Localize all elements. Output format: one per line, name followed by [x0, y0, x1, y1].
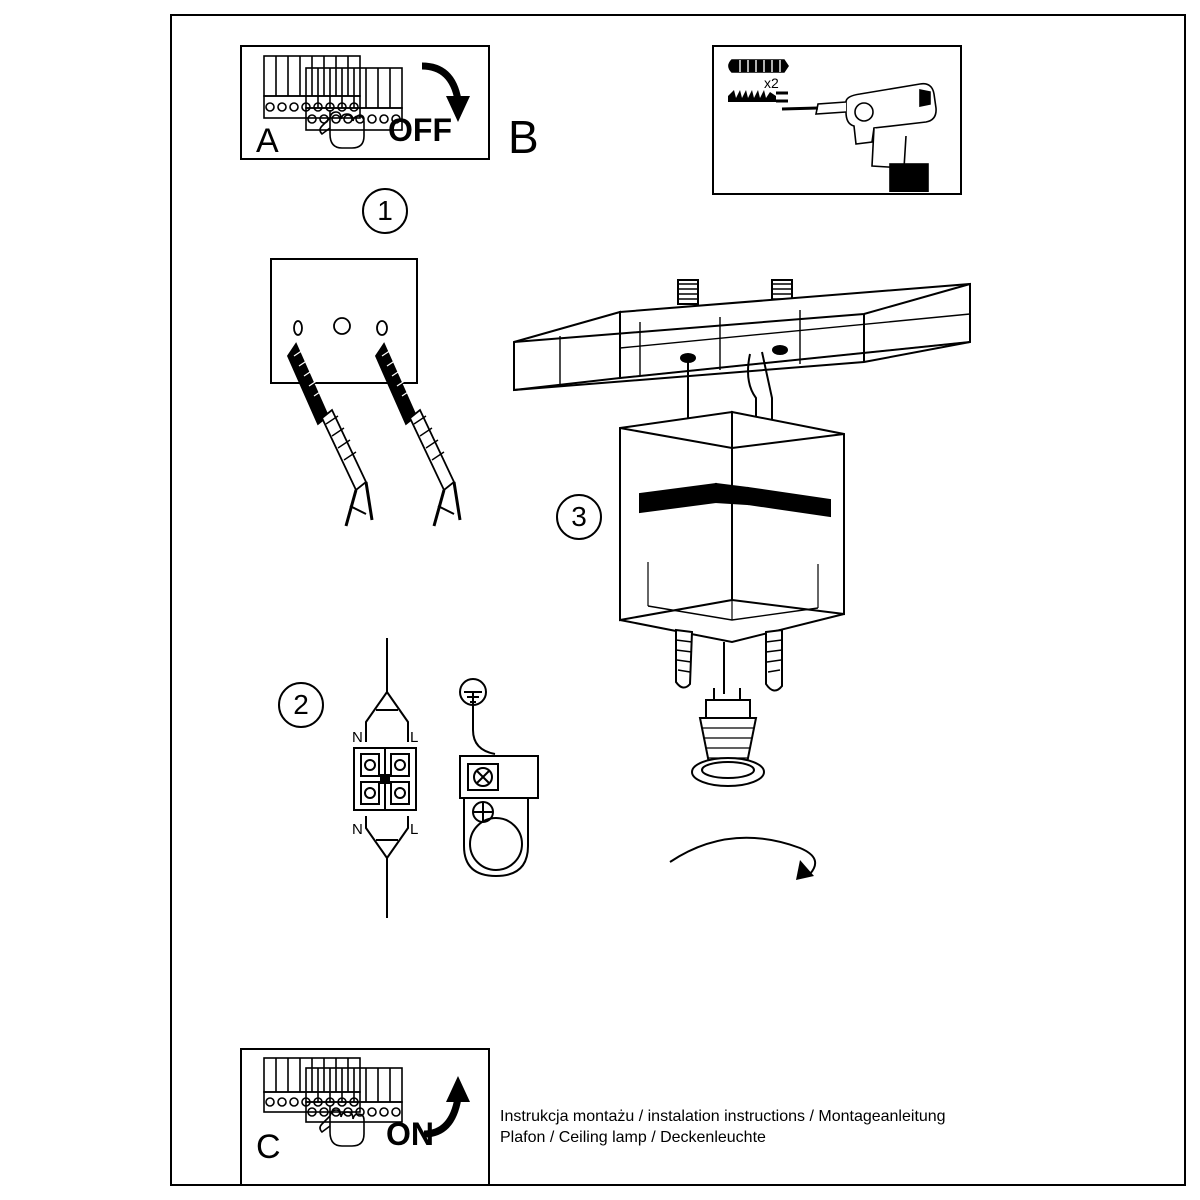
step-2-number: 2 — [278, 682, 324, 728]
panel-c-state-label: ON — [386, 1116, 434, 1152]
panel-a-state-label: OFF — [388, 112, 452, 148]
panel-b-quantity-label: x2 — [764, 75, 779, 91]
step-1-number: 1 — [362, 188, 408, 234]
panel-c-graphic — [246, 1050, 486, 1160]
terminal-label-l-bottom: L — [410, 821, 419, 838]
step-1-graphic — [266, 256, 496, 576]
terminal-label-l-top: L — [410, 729, 419, 746]
step-3-number: 3 — [556, 494, 602, 540]
footer-line-1: Instrukcja montażu / instalation instructions / Montageanleitung — [500, 1108, 946, 1125]
footer-line-2: Plafon / Ceiling lamp / Deckenleuchte — [500, 1129, 766, 1146]
terminal-label-n-bottom: N — [352, 821, 363, 838]
panel-b-graphic — [714, 46, 960, 192]
panel-b-letter: B — [508, 111, 539, 163]
panel-a-letter: A — [256, 122, 279, 160]
panel-c-letter: C — [256, 1128, 281, 1166]
terminal-label-n-top: N — [352, 729, 363, 746]
step-3-graphic — [500, 262, 1020, 902]
panel-a-graphic — [246, 48, 486, 158]
